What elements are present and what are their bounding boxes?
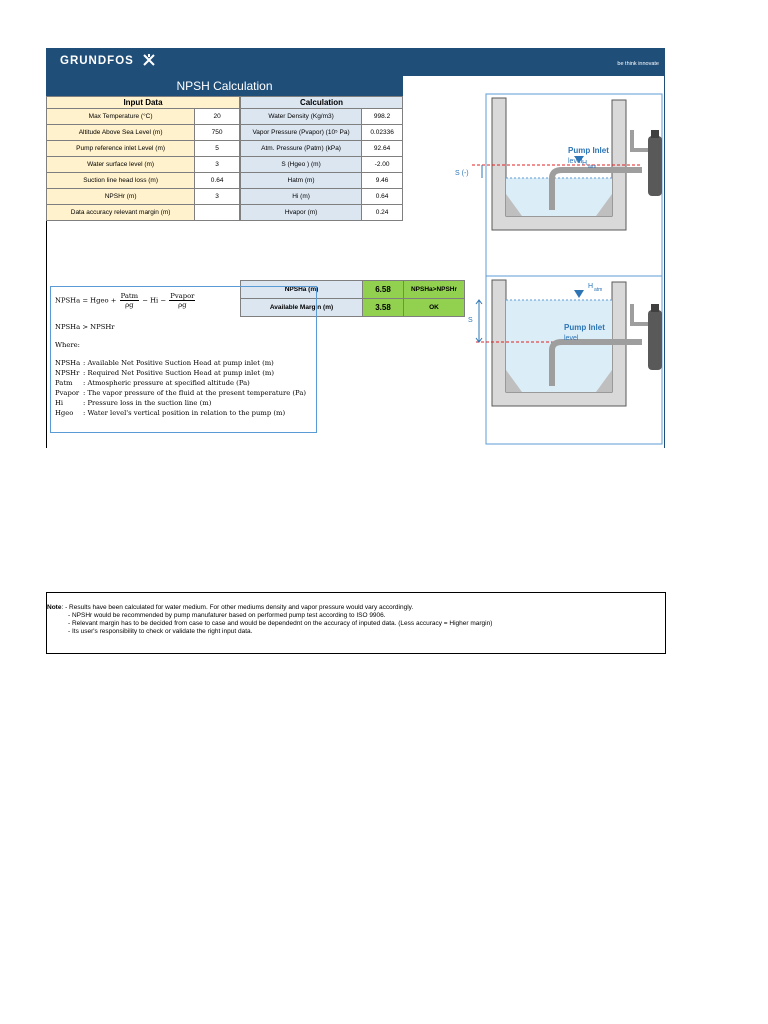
input-value[interactable]: 3 (195, 189, 240, 205)
definition-term: Pvapor (55, 389, 80, 397)
formula-fraction-vapor (169, 292, 195, 309)
flooded-suction-diagram (470, 274, 664, 446)
sheet-right-border (664, 76, 665, 448)
diagram2-level-label: level (564, 335, 579, 342)
input-value[interactable]: 0.64 (195, 173, 240, 189)
diagram1-atm-label: atm (588, 164, 597, 170)
table-row (47, 189, 240, 205)
table-row (241, 205, 403, 221)
table-row (47, 173, 240, 189)
input-value[interactable]: 3 (195, 157, 240, 173)
input-value[interactable]: 20 (195, 109, 240, 125)
formula-box (50, 286, 317, 433)
calc-value: 998.2 (362, 109, 403, 125)
calc-value: -2.00 (362, 157, 403, 173)
definition-desc: : Pressure loss in the suction line (m) (83, 399, 212, 407)
suction-lift-diagram (452, 90, 664, 280)
definition-desc: : Water level's vertical position in relation to the pump (m) (83, 409, 286, 417)
calc-label: Water Density (Kg/m3) (241, 109, 362, 125)
list-item (55, 399, 211, 407)
definition-desc: : Atmospheric pressure at specified altitude (Pa) (83, 379, 250, 387)
fraction-numerator: Patm (120, 292, 139, 300)
input-label: Suction line head loss (m) (47, 173, 195, 189)
input-label: Data accuracy relevant margin (m) (47, 205, 195, 221)
fraction-denominator: ρg (178, 301, 187, 309)
note-line: - Its user's responsibility to check or validate the right input data. (68, 628, 253, 635)
calc-value: 92.64 (362, 141, 403, 157)
table-row (241, 157, 403, 173)
table-row (47, 125, 240, 141)
brand-tagline: be think innovate (617, 61, 659, 67)
definition-desc: : Available Net Positive Suction Head at pump inlet (m) (83, 359, 274, 367)
npsha-value: 6.58 (363, 281, 404, 299)
list-item (55, 369, 274, 377)
calc-value: 0.02336 (362, 125, 403, 141)
input-value[interactable]: 750 (195, 125, 240, 141)
table-row (241, 109, 403, 125)
input-label: Pump reference inlet Level (m) (47, 141, 195, 157)
margin-label: Available Margin (m) (241, 299, 363, 317)
table-row (241, 141, 403, 157)
calc-label: Hi (m) (241, 189, 362, 205)
definition-desc: : Required Net Positive Suction Head at pump inlet (m) (83, 369, 275, 377)
diagram1-h-label: H (582, 160, 588, 167)
list-item (55, 379, 250, 387)
fraction-denominator: ρg (125, 301, 134, 309)
brand-header (46, 48, 665, 76)
table-row (241, 189, 403, 205)
input-label: Max Temperature (°C) (47, 109, 195, 125)
brand-logo-text: GRUNDFOS (60, 55, 134, 67)
formula-where: Where: (55, 341, 80, 349)
input-label: Altitude Above Sea Level (m) (47, 125, 195, 141)
formula-fraction-atm (120, 292, 140, 309)
calc-label: Atm. Pressure (Patm) (kPa) (241, 141, 362, 157)
calc-table-header: Calculation (241, 97, 403, 109)
input-value[interactable] (195, 205, 240, 221)
calc-label: S (Hgeo ) (m) (241, 157, 362, 173)
diagram1-pump-inlet-label: Pump Inlet (568, 146, 609, 155)
input-data-table (46, 96, 240, 221)
diagram1-s-label: S (-) (455, 170, 469, 177)
definition-term: NPSHa (55, 359, 81, 367)
formula-condition: NPSHa > NPSHr (55, 323, 115, 331)
calc-value: 9.46 (362, 173, 403, 189)
calc-label: Hatm (m) (241, 173, 362, 189)
notes-box (46, 592, 666, 654)
list-item (55, 409, 285, 417)
definition-desc: : The vapor pressure of the fluid at the present temperature (Pa) (83, 389, 307, 397)
table-row (47, 205, 240, 221)
note-text: : - Results have been calculated for water medium. For other mediums density and vapor pressure would vary accordingly. (61, 604, 414, 611)
calc-label: Vapor Pressure (Pvapor) (10⁵ Pa) (241, 125, 362, 141)
input-label: Water surface level (m) (47, 157, 195, 173)
diagram2-s-label: S (468, 317, 473, 324)
margin-value: 3.58 (363, 299, 404, 317)
grundfos-logo-icon (142, 53, 156, 67)
list-item (55, 389, 306, 397)
calc-label: Hvapor (m) (241, 205, 362, 221)
input-table-header: Input Data (47, 97, 240, 109)
list-item (55, 359, 274, 367)
calculation-table (240, 96, 403, 221)
input-value[interactable]: 5 (195, 141, 240, 157)
fraction-numerator: Pvapor (170, 292, 195, 300)
calculation-sheet (46, 48, 665, 448)
npsh-formula (55, 292, 196, 309)
formula-mid: − Hi − (142, 296, 167, 305)
note-line: - NPSHr would be recommended by pump manufaturer based on performed pump test according to ISO 9906. (68, 612, 386, 619)
formula-lhs: NPSHa = Hgeo + (55, 296, 117, 305)
page-title: NPSH Calculation (46, 76, 403, 96)
table-row (47, 157, 240, 173)
table-row (241, 173, 403, 189)
npsha-label: NPSHa (m) (241, 281, 363, 299)
diagram2-atm-label: atm (594, 287, 603, 293)
definition-term: Patm (55, 379, 73, 387)
input-label: NPSHr (m) (47, 189, 195, 205)
note-line: - Relevant margin has to be decided from case to case and would be dependednt on the accuracy of inputed data. (Less accuracy = Higher margin) (68, 620, 493, 627)
npsha-status: NPSHa>NPSHr (404, 281, 465, 299)
note-line (47, 604, 413, 611)
note-lead: Note (47, 604, 62, 611)
table-row (47, 109, 240, 125)
table-row (47, 141, 240, 157)
definition-term: NPSHr (55, 369, 80, 377)
definition-term: Hgeo (55, 409, 74, 417)
calc-value: 0.64 (362, 189, 403, 205)
diagram2-pump-inlet-label: Pump Inlet (564, 323, 605, 332)
diagram2-h-label: H (588, 283, 594, 290)
diagram1-level-label: level (568, 158, 583, 165)
definition-term: Hi (55, 399, 64, 407)
calc-value: 0.24 (362, 205, 403, 221)
margin-status: OK (404, 299, 465, 317)
table-row (241, 125, 403, 141)
